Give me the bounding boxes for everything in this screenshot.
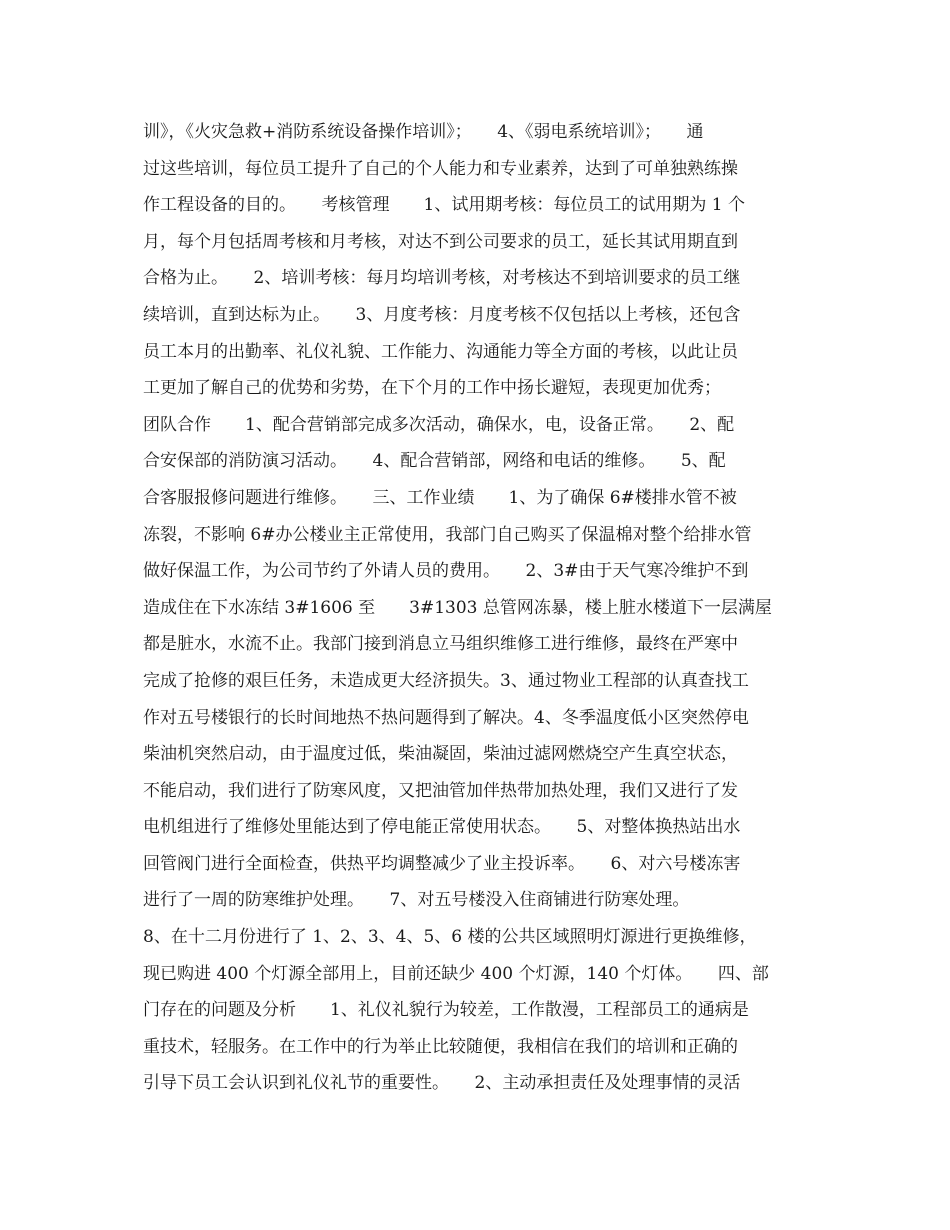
text-line: 作对五号楼银行的长时间地热不热问题得到了解决。4、冬季温度低小区突然停电 [143, 707, 749, 728]
text-line: 过这些培训，每位员工提升了自己的个人能力和专业素养，达到了可单独熟练操 [143, 158, 738, 179]
text-line: 引导下员工会认识到礼仪礼节的重要性。 2、主动承担责任及处理事情的灵活 [143, 1073, 741, 1094]
text-line: 造成住在下水冻结 3#1606 至 3#1303 总管网冻暴，楼上脏水楼道下一层满屋 [143, 597, 772, 618]
text-line: 合格为止。 2、培训考核：每月均培训考核，对考核达不到培训要求的员工继 [143, 268, 741, 289]
text-line: 作工程设备的目的。 考核管理 1、试用期考核：每位员工的试用期为 1 个 [143, 195, 745, 216]
text-line: 月，每个月包括周考核和月考核，对达不到公司要求的员工，延长其试用期直到 [143, 231, 738, 252]
text-line: 柴油机突然启动，由于温度过低，柴油凝固，柴油过滤网燃烧空产生真空状态， [143, 744, 738, 765]
text-line: 员工本月的出勤率、礼仪礼貌、工作能力、沟通能力等全方面的考核，以此让员 [143, 341, 738, 362]
text-line: 现已购进 400 个灯源全部用上，目前还缺少 400 个灯源，140 个灯体。 四、部 [143, 963, 769, 984]
text-line: 工更加了解自己的优势和劣势，在下个月的工作中扬长避短，表现更加优秀； [143, 378, 721, 399]
text-line: 合客服报修问题进行维修。 三、工作业绩 1、为了确保 6#楼排水管不被 [143, 487, 737, 508]
text-line: 冻裂，不影响 6#办公楼业主正常使用，我部门自己购买了保温棉对整个给排水管 [143, 524, 752, 545]
text-line: 门存在的问题及分析 1、礼仪礼貌行为较差，工作散漫，工程部员工的通病是 [143, 1000, 749, 1021]
text-line: 重技术，轻服务。在工作中的行为举止比较随便，我相信在我们的培训和正确的 [143, 1036, 738, 1057]
body-text [143, 114, 813, 1102]
text-line: 回管阀门进行全面检查，供热平均调整减少了业主投诉率。 6、对六号楼冻害 [143, 853, 741, 874]
text-line: 不能启动，我们进行了防寒风度，又把油管加伴热带加热处理，我们又进行了发 [143, 780, 738, 801]
text-line: 都是脏水，水流不止。我部门接到消息立马组织维修工进行维修，最终在严寒中 [143, 634, 738, 655]
text-line: 8、在十二月份进行了 1、2、3、4、5、6 楼的公共区域照明灯源进行更换维修， [143, 927, 757, 948]
text-line: 合安保部的消防演习活动。 4、配合营销部，网络和电话的维修。 5、配 [143, 451, 726, 472]
text-line: 进行了一周的防寒维护处理。 7、对五号楼没入住商铺进行防寒处理。 [143, 890, 690, 911]
text-line: 训》，《火灾急救+消防系统设备操作培训》； 4、《弱电系统培训》； 通 [143, 122, 704, 142]
text-line: 续培训，直到达标为止。 3、月度考核：月度考核不仅包括以上考核，还包含 [143, 304, 741, 325]
text-line: 完成了抢修的艰巨任务，未造成更大经济损失。3、通过物业工程部的认真查找工 [143, 670, 749, 691]
text-line: 团队合作 1、配合营销部完成多次活动，确保水，电，设备正常。 2、配 [143, 414, 735, 435]
text-line: 电机组进行了维修处里能达到了停电能正常使用状态。 5、对整体换热站出水 [143, 817, 741, 838]
text-line: 做好保温工作，为公司节约了外请人员的费用。 2、3#由于天气寒冷维护不到 [143, 561, 749, 582]
